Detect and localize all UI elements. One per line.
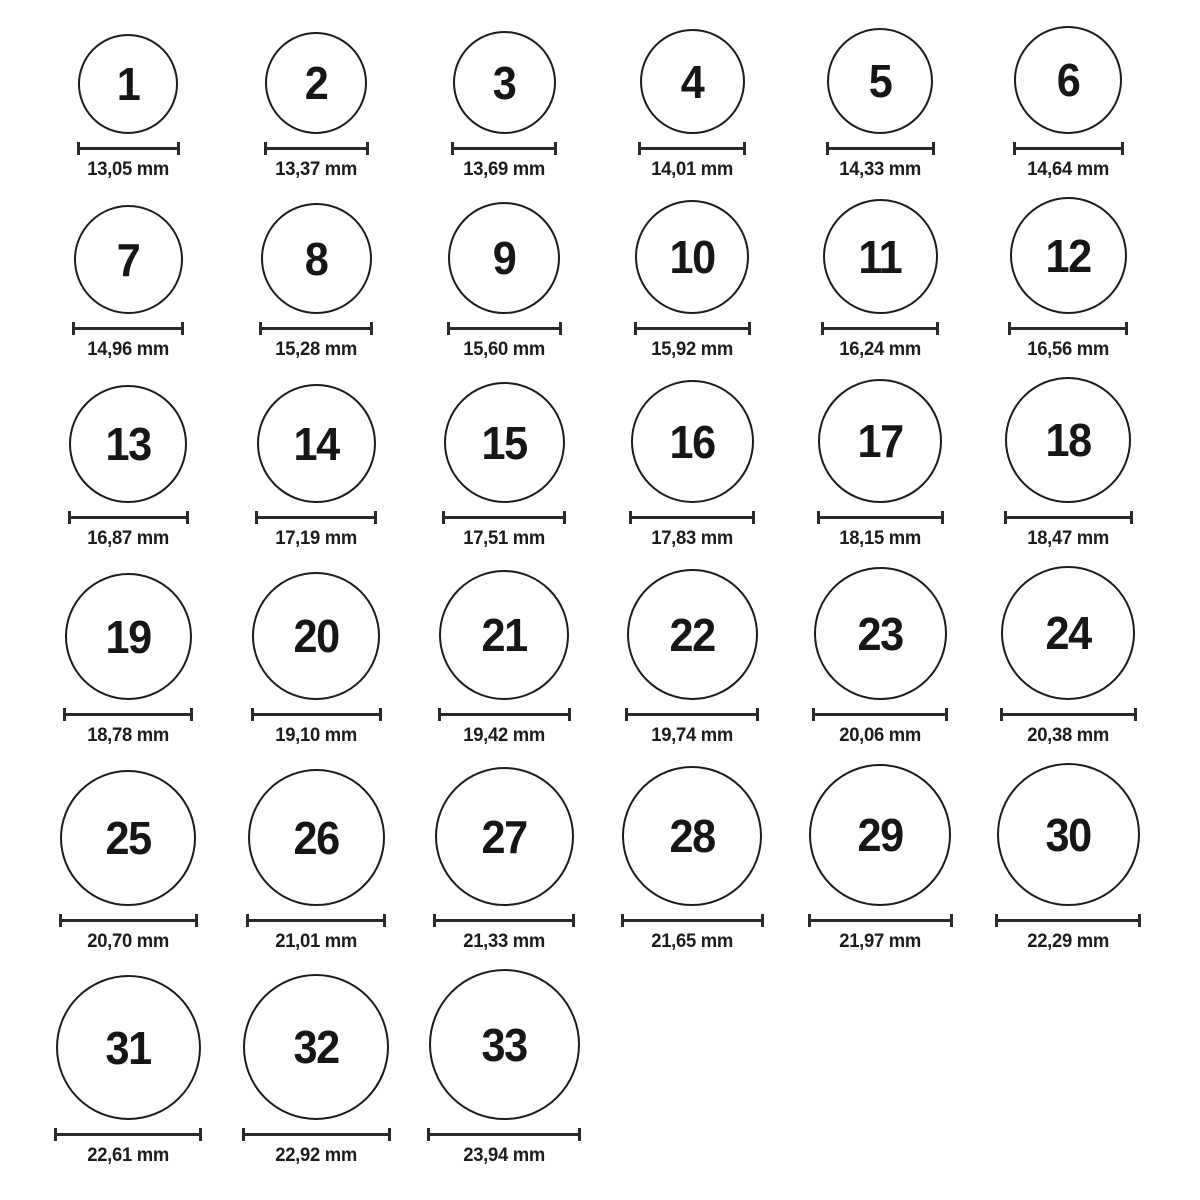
ring-size-item (786, 377, 974, 550)
ring-size-item (974, 197, 1162, 361)
ring-circle (69, 385, 187, 503)
ring-size-item (410, 969, 598, 1167)
ring-size-number: 14 (293, 417, 339, 470)
ring-size-item (410, 377, 598, 550)
diameter-label: 15,28 mm (275, 339, 357, 360)
chart-row (34, 26, 1200, 181)
ring-size-item (598, 197, 786, 361)
ring-circle (1005, 377, 1131, 503)
diameter-measure-line (808, 914, 953, 927)
ring-size-number: 5 (868, 55, 892, 107)
diameter-measure-line (625, 708, 759, 721)
ring-size-item (34, 763, 222, 953)
diameter-measure-line (995, 914, 1141, 927)
ring-size-number: 11 (858, 230, 902, 283)
ring-circle (257, 384, 376, 503)
ring-size-number: 18 (1045, 414, 1091, 466)
diameter-measure-line (242, 1128, 391, 1141)
diameter-label: 14,33 mm (839, 159, 921, 180)
ring-size-number: 21 (481, 609, 527, 661)
diameter-label: 17,83 mm (651, 528, 733, 549)
ring-size-number: 13 (105, 418, 151, 470)
ring-size-number: 10 (669, 231, 715, 283)
ring-circle (622, 766, 762, 906)
diameter-label: 20,70 mm (87, 931, 169, 952)
chart-row (34, 377, 1200, 550)
ring-size-number: 9 (492, 232, 516, 284)
ring-size-number: 27 (481, 810, 527, 863)
ring-size-number: 33 (481, 1018, 527, 1071)
diameter-measure-line (259, 322, 373, 335)
ring-size-number: 28 (669, 810, 715, 862)
ring-size-number: 24 (1045, 607, 1091, 659)
ring-circle (248, 769, 385, 906)
diameter-label: 20,06 mm (839, 725, 921, 746)
ring-size-number: 1 (116, 58, 140, 110)
diameter-measure-line (1004, 511, 1133, 524)
ring-size-item (34, 566, 222, 747)
diameter-measure-line (77, 142, 180, 155)
diameter-measure-line (442, 511, 566, 524)
diameter-label: 23,94 mm (463, 1145, 545, 1166)
diameter-measure-line (1013, 142, 1124, 155)
ring-size-number: 20 (293, 610, 339, 662)
diameter-measure-line (438, 708, 571, 721)
diameter-label: 19,10 mm (275, 725, 357, 746)
ring-circle (56, 975, 201, 1120)
diameter-measure-line (621, 914, 764, 927)
diameter-label: 19,42 mm (463, 725, 545, 746)
diameter-measure-line (447, 322, 562, 335)
diameter-measure-line (1008, 322, 1128, 335)
ring-size-number: 22 (669, 608, 715, 661)
ring-size-number: 31 (105, 1021, 151, 1074)
ring-size-item (34, 197, 222, 361)
diameter-measure-line (59, 914, 198, 927)
ring-size-item (222, 969, 410, 1167)
diameter-label: 15,92 mm (651, 339, 733, 360)
ring-circle (261, 203, 372, 314)
diameter-label: 22,29 mm (1027, 931, 1109, 952)
ring-circle (814, 567, 947, 700)
ring-circle (823, 199, 938, 314)
ring-circle (827, 28, 933, 134)
ring-size-item (34, 969, 222, 1167)
ring-size-number: 17 (857, 415, 903, 467)
diameter-label: 22,61 mm (87, 1145, 169, 1166)
diameter-label: 22,92 mm (275, 1145, 357, 1166)
ring-size-number: 32 (293, 1021, 339, 1073)
diameter-label: 20,38 mm (1027, 725, 1109, 746)
ring-size-item (598, 377, 786, 550)
diameter-measure-line (812, 708, 948, 721)
chart-row (34, 197, 1200, 361)
ring-circle (453, 31, 556, 134)
diameter-measure-line (433, 914, 575, 927)
diameter-measure-line (63, 708, 193, 721)
ring-size-item (410, 566, 598, 747)
ring-size-item (410, 197, 598, 361)
ring-size-number: 25 (105, 812, 151, 864)
ring-size-number: 15 (481, 416, 527, 469)
diameter-measure-line (1000, 708, 1137, 721)
ring-circle (74, 205, 183, 314)
ring-size-item (222, 197, 410, 361)
diameter-measure-line (251, 708, 382, 721)
ring-size-item (410, 763, 598, 953)
diameter-measure-line (638, 142, 746, 155)
diameter-label: 17,51 mm (463, 528, 545, 549)
diameter-label: 17,19 mm (275, 528, 357, 549)
ring-circle (60, 770, 196, 906)
diameter-measure-line (255, 511, 377, 524)
ring-size-number: 16 (669, 415, 715, 468)
diameter-measure-line (634, 322, 751, 335)
ring-size-item (410, 26, 598, 181)
diameter-measure-line (54, 1128, 202, 1141)
ring-circle (1014, 26, 1122, 134)
diameter-label: 21,01 mm (275, 931, 357, 952)
ring-size-number: 7 (116, 233, 140, 286)
ring-size-item (222, 763, 410, 953)
ring-circle (444, 382, 565, 503)
diameter-measure-line (264, 142, 369, 155)
ring-size-item (786, 566, 974, 747)
ring-size-item (786, 197, 974, 361)
diameter-label: 21,97 mm (839, 931, 921, 952)
ring-size-item (598, 26, 786, 181)
ring-size-item (974, 763, 1162, 953)
ring-circle (1010, 197, 1127, 314)
diameter-label: 18,15 mm (839, 528, 921, 549)
diameter-measure-line (72, 322, 184, 335)
ring-circle (818, 379, 942, 503)
ring-size-number: 30 (1045, 808, 1091, 861)
diameter-measure-line (451, 142, 557, 155)
ring-circle (1001, 566, 1135, 700)
diameter-label: 14,96 mm (87, 339, 169, 360)
ring-size-item (598, 763, 786, 953)
diameter-measure-line (821, 322, 939, 335)
ring-size-number: 8 (304, 232, 328, 285)
ring-size-item (222, 566, 410, 747)
ring-circle (429, 969, 580, 1120)
ring-size-number: 12 (1045, 229, 1091, 282)
diameter-label: 16,24 mm (839, 339, 921, 360)
diameter-label: 19,74 mm (651, 725, 733, 746)
diameter-label: 13,37 mm (275, 159, 357, 180)
ring-circle (627, 569, 758, 700)
ring-size-item (786, 763, 974, 953)
ring-size-item (34, 377, 222, 550)
ring-size-number: 4 (680, 55, 704, 108)
diameter-measure-line (629, 511, 755, 524)
diameter-measure-line (826, 142, 935, 155)
ring-circle (640, 29, 745, 134)
diameter-label: 18,47 mm (1027, 528, 1109, 549)
ring-size-number: 19 (105, 610, 151, 663)
diameter-label: 15,60 mm (463, 339, 545, 360)
ring-size-number: 29 (857, 809, 903, 861)
ring-size-item (222, 377, 410, 550)
ring-circle (435, 767, 574, 906)
diameter-measure-line (68, 511, 189, 524)
ring-circle (252, 572, 380, 700)
ring-size-number: 26 (293, 811, 339, 864)
ring-circle (65, 573, 192, 700)
ring-circle (78, 34, 178, 134)
ring-size-item (974, 377, 1162, 550)
ring-circle (243, 974, 389, 1120)
diameter-label: 16,87 mm (87, 528, 169, 549)
chart-row (34, 566, 1200, 747)
diameter-label: 13,05 mm (87, 159, 169, 180)
diameter-label: 13,69 mm (463, 159, 545, 180)
ring-circle (997, 763, 1140, 906)
ring-size-number: 23 (857, 607, 903, 660)
ring-size-item (786, 26, 974, 181)
ring-size-number: 6 (1056, 54, 1080, 106)
diameter-label: 14,64 mm (1027, 159, 1109, 180)
diameter-label: 14,01 mm (651, 159, 733, 180)
ring-circle (448, 202, 560, 314)
chart-row (34, 763, 1200, 953)
diameter-label: 21,65 mm (651, 931, 733, 952)
ring-size-item (974, 566, 1162, 747)
chart-row (34, 969, 1200, 1167)
ring-size-number: 3 (492, 56, 516, 109)
diameter-label: 16,56 mm (1027, 339, 1109, 360)
diameter-measure-line (246, 914, 386, 927)
ring-circle (265, 32, 367, 134)
diameter-measure-line (817, 511, 944, 524)
ring-circle (439, 570, 569, 700)
ring-size-item (34, 26, 222, 181)
ring-size-item (598, 566, 786, 747)
ring-circle (631, 380, 754, 503)
ring-circle (635, 200, 749, 314)
ring-size-number: 2 (304, 57, 328, 109)
diameter-measure-line (427, 1128, 581, 1141)
ring-circle (809, 764, 951, 906)
diameter-label: 18,78 mm (87, 725, 169, 746)
diameter-label: 21,33 mm (463, 931, 545, 952)
ring-size-item (974, 26, 1162, 181)
ring-size-item (222, 26, 410, 181)
